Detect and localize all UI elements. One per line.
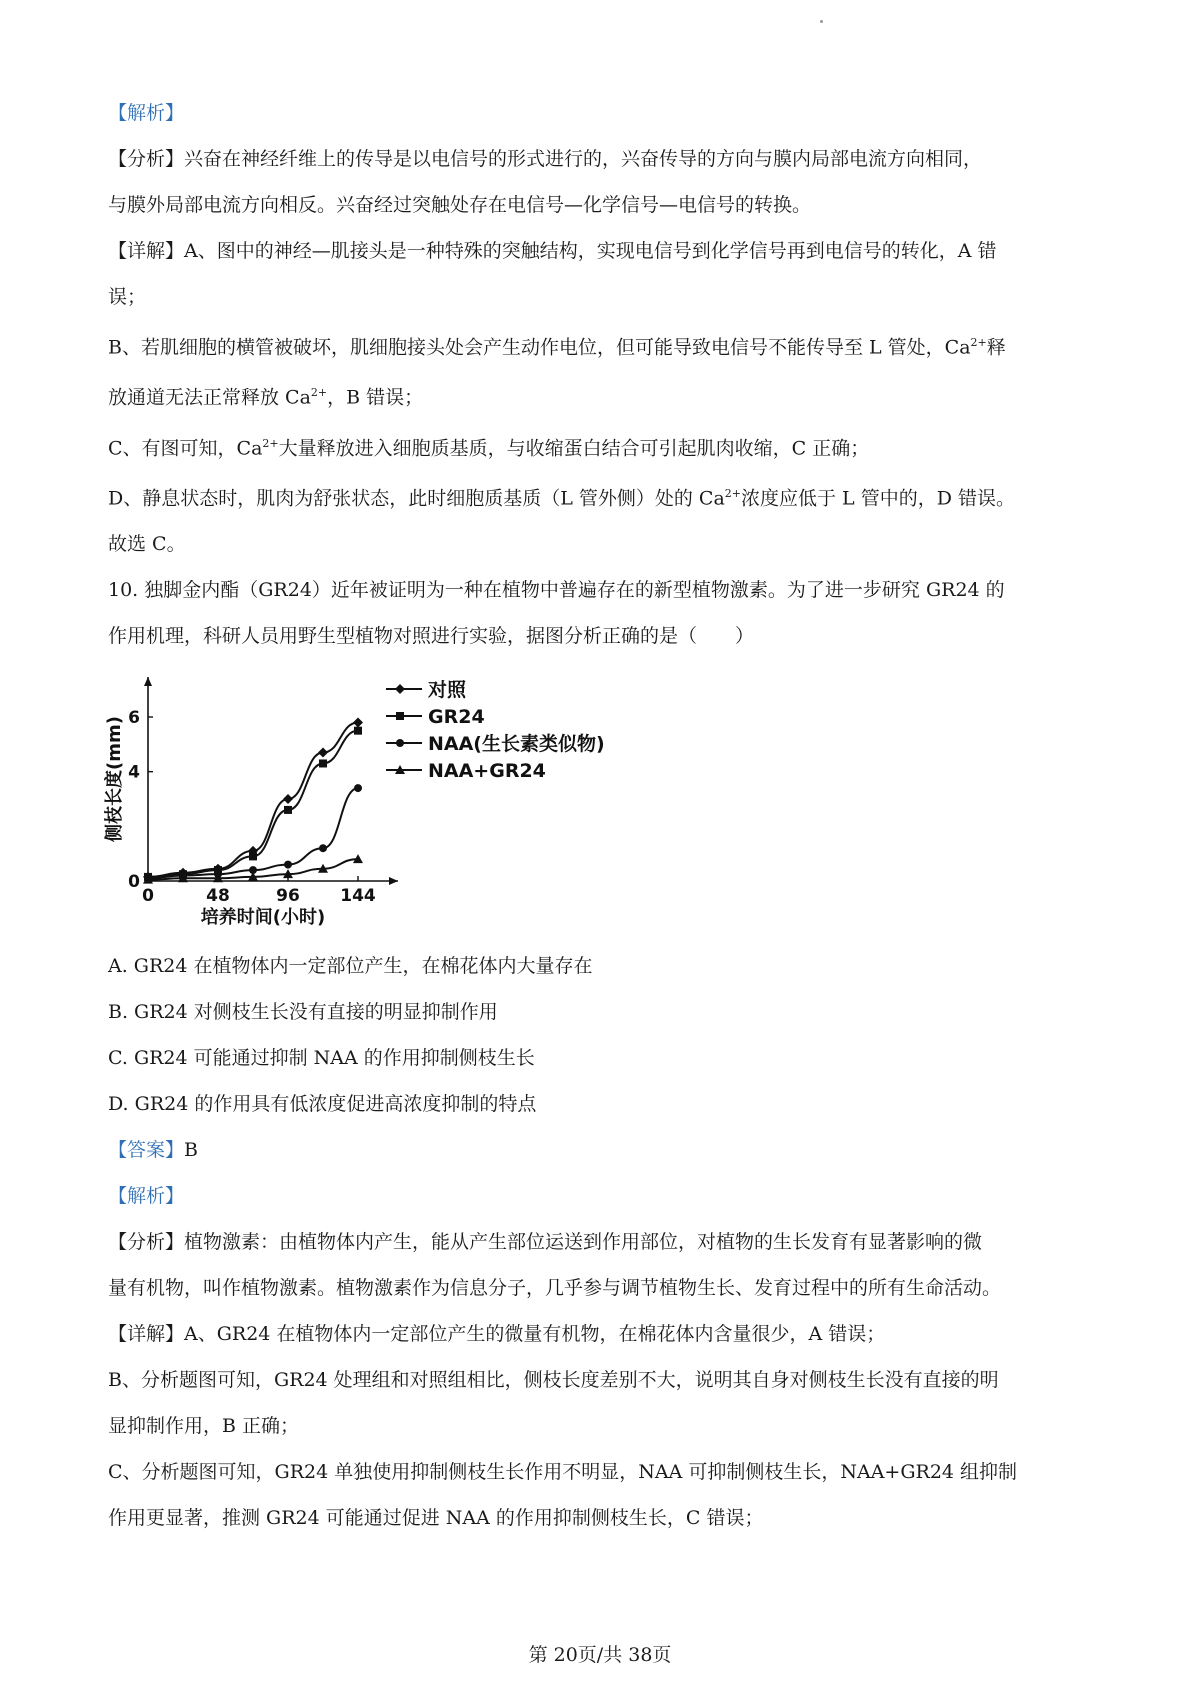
x-tick-label: 144 xyxy=(340,886,376,907)
data-point xyxy=(319,845,327,853)
data-point xyxy=(396,712,404,720)
answer-line: 【答案】B xyxy=(108,1139,198,1162)
chart-container xyxy=(104,667,1108,943)
detail-c-2: C、分析题图可知，GR24 单独使用抑制侧枝生长作用不明显，NAA 可抑制侧枝生长，NAA+GR24 组抑制 作用更显著，推测 GR24 可能通过促进 NAA 的作用抑制侧枝生长，C 错误； xyxy=(108,1461,1018,1530)
data-point xyxy=(396,739,404,747)
option-a: A. GR24 在植物体内一定部位产生，在棉花体内大量存在 xyxy=(108,955,593,978)
data-point xyxy=(284,806,292,814)
document-page xyxy=(104,90,1108,1541)
option-d: D. GR24 的作用具有低浓度促进高浓度抑制的特点 xyxy=(108,1093,537,1116)
detail-paragraph-2: 【详解】A、GR24 在植物体内一定部位产生的微量有机物，在棉花体内含量很少，A 错误； xyxy=(108,1323,886,1346)
legend-label: NAA+GR24 xyxy=(428,760,546,783)
legend-label: GR24 xyxy=(428,706,485,729)
analysis-heading-1: 【解析】 xyxy=(108,102,185,124)
detail-b-1: B、若肌细胞的横管被破坏，肌细胞接头处会产生动作电位，但可能导致电信号不能传导至 L 管处，$Ca^{2+}$释 放通道无法正常释放 $Ca^{2+}$，B 错误； xyxy=(108,336,1006,409)
data-point xyxy=(318,748,328,758)
detail-b-2: B、分析题图可知，GR24 处理组和对照组相比，侧枝长度差别不大，说明其自身对侧枝生长没有直接的明 显抑制作用，B 正确； xyxy=(108,1369,999,1438)
x-tick-label: 48 xyxy=(206,886,230,907)
analysis-paragraph-1: 【分析】兴奋在神经纤维上的传导是以电信号的形式进行的，兴奋传导的方向与膜内局部电流方向相同， 与膜外局部电流方向相反。兴奋经过突触处存在电信号—化学信号—电信号的转换。 xyxy=(108,148,983,216)
y-tick-label: 6 xyxy=(128,708,140,729)
y-tick-label: 4 xyxy=(128,762,140,783)
detail-c-1: C、有图可知，$Ca^{2+}$大量释放进入细胞质基质，与收缩蛋白结合可引起肌肉收缩，C 正确； xyxy=(108,436,870,459)
analysis-paragraph-2: 【分析】植物激素：由植物体内产生，能从产生部位运送到作用部位，对植物的生长发育有显著影响的微 量有机物，叫作植物激素。植物激素作为信息分子，几乎参与调节植物生长、发育过程中的所有生命活动。 xyxy=(108,1231,1002,1300)
option-c: C. GR24 可能通过抑制 NAA 的作用抑制侧枝生长 xyxy=(108,1047,535,1070)
legend-label: NAA(生长素类似物) xyxy=(428,733,605,756)
x-tick-label: 96 xyxy=(276,886,300,907)
x-axis-arrow xyxy=(389,877,398,885)
detail-paragraph-1: 【详解】A、图中的神经—肌接头是一种特殊的突触结构，实现电信号到化学信号再到电信号的转化，A 错 误； xyxy=(108,240,997,308)
data-point xyxy=(354,784,362,792)
conclusion-1: 故选 C。 xyxy=(108,533,186,556)
legend-label: 对照 xyxy=(428,679,467,702)
line-chart xyxy=(104,667,628,943)
y-tick-label: 0 xyxy=(128,872,140,893)
y-axis-arrow xyxy=(144,677,152,686)
data-point xyxy=(354,727,362,735)
detail-d-1: D、静息状态时，肌肉为舒张状态，此时细胞质基质（L 管外侧）处的 $Ca^{2+}$浓度应低于 L 管中的，D 错误。 xyxy=(108,486,1015,510)
data-point xyxy=(249,853,257,861)
series-line xyxy=(148,788,358,878)
data-point xyxy=(283,794,293,804)
decorative-dot xyxy=(820,20,823,23)
page-footer: 第 20页/共 38页 xyxy=(528,1644,672,1666)
x-axis-label: 培养时间(小时) xyxy=(200,907,326,929)
y-axis-label: 侧枝长度(mm) xyxy=(104,716,125,843)
x-tick-label: 0 xyxy=(142,886,154,907)
data-point xyxy=(319,760,327,768)
data-point xyxy=(353,718,363,728)
option-b: B. GR24 对侧枝生长没有直接的明显抑制作用 xyxy=(108,1001,498,1024)
question-10: 10. 独脚金内酯（GR24）近年被证明为一种在植物中普遍存在的新型植物激素。为了进一步研究 GR24 的 作用机理，科研人员用野生型植物对照进行实验，据图分析正确的是（ ） xyxy=(108,579,1005,648)
data-point xyxy=(284,861,292,869)
analysis-heading-2: 【解析】 xyxy=(108,1185,185,1208)
data-point xyxy=(395,684,405,694)
